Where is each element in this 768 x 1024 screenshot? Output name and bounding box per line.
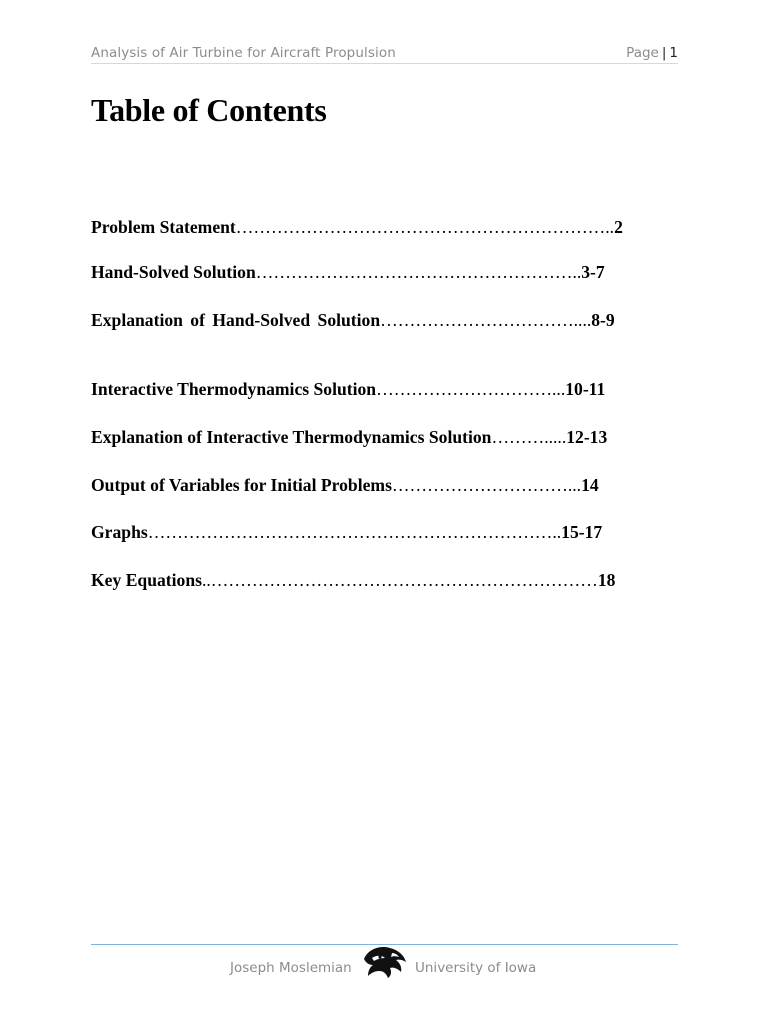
toc-entry-label: Output of Variables for Initial Problems (91, 475, 392, 495)
page-separator: | (661, 45, 667, 61)
toc-title: Table of Contents (91, 92, 327, 128)
toc-entry-interactive-thermodynamics[interactable] (91, 377, 677, 401)
toc-entry-label: Key Equations (91, 570, 202, 590)
toc-entry-page: 14 (581, 475, 599, 495)
toc-entry-label: Explanation of Interactive Thermodynamics Solution (91, 427, 492, 447)
toc-entry-page: 12-13 (566, 427, 608, 447)
toc-entry-page: 10-11 (565, 379, 606, 399)
toc-entry-leader: ………..... (491, 427, 567, 447)
page-number: 1 (669, 45, 678, 61)
toc-entry-label: Graphs (91, 522, 148, 542)
toc-entry-label: Explanation of Hand-Solved Solution (91, 310, 381, 330)
toc-entry-page: 8-9 (591, 310, 615, 330)
toc-entry-label: Problem Statement (91, 217, 236, 237)
hawkeye-logo-icon (362, 945, 408, 979)
page-footer (0, 942, 768, 982)
page-header (91, 45, 678, 64)
toc-entry-page: 15-17 (561, 522, 603, 542)
toc-entry-page: 18 (597, 570, 616, 590)
toc-entry-explanation-hand-solved[interactable] (91, 308, 677, 332)
toc-entry-leader: ……………………………………………………….. (235, 217, 615, 237)
toc-entry-output-variables[interactable] (91, 473, 677, 497)
toc-entry-leader: ……………………………………………….. (255, 262, 582, 282)
toc-entry-explanation-interactive[interactable] (91, 425, 677, 449)
footer-author: Joseph Moslemian (230, 960, 352, 976)
toc-entry-leader: …………………………….... (380, 310, 592, 330)
toc-entry-graphs[interactable] (91, 520, 677, 544)
toc-entry-key-equations[interactable] (91, 568, 677, 592)
toc-entry-label: Hand-Solved Solution (91, 262, 256, 282)
toc-entry-hand-solved-solution[interactable] (91, 260, 677, 284)
footer-university: University of Iowa (415, 960, 537, 976)
toc-entry-page: 2 (614, 217, 623, 237)
header-page-number (626, 45, 678, 61)
toc-entry-label: Interactive Thermodynamics Solution (91, 379, 377, 399)
toc-entry-leader: …………………………... (376, 379, 566, 399)
toc-entry-leader: …………………………………………………………….. (147, 522, 562, 542)
toc-entry-problem-statement[interactable] (91, 215, 677, 239)
toc-entry-leader: …………………………... (391, 475, 582, 495)
toc-entry-page: 3-7 (581, 262, 605, 282)
page-label: Page (626, 45, 659, 61)
header-document-title: Analysis of Air Turbine for Aircraft Propulsion (91, 45, 396, 61)
toc-entry-leader: ..………………………………………………………… (201, 570, 598, 590)
